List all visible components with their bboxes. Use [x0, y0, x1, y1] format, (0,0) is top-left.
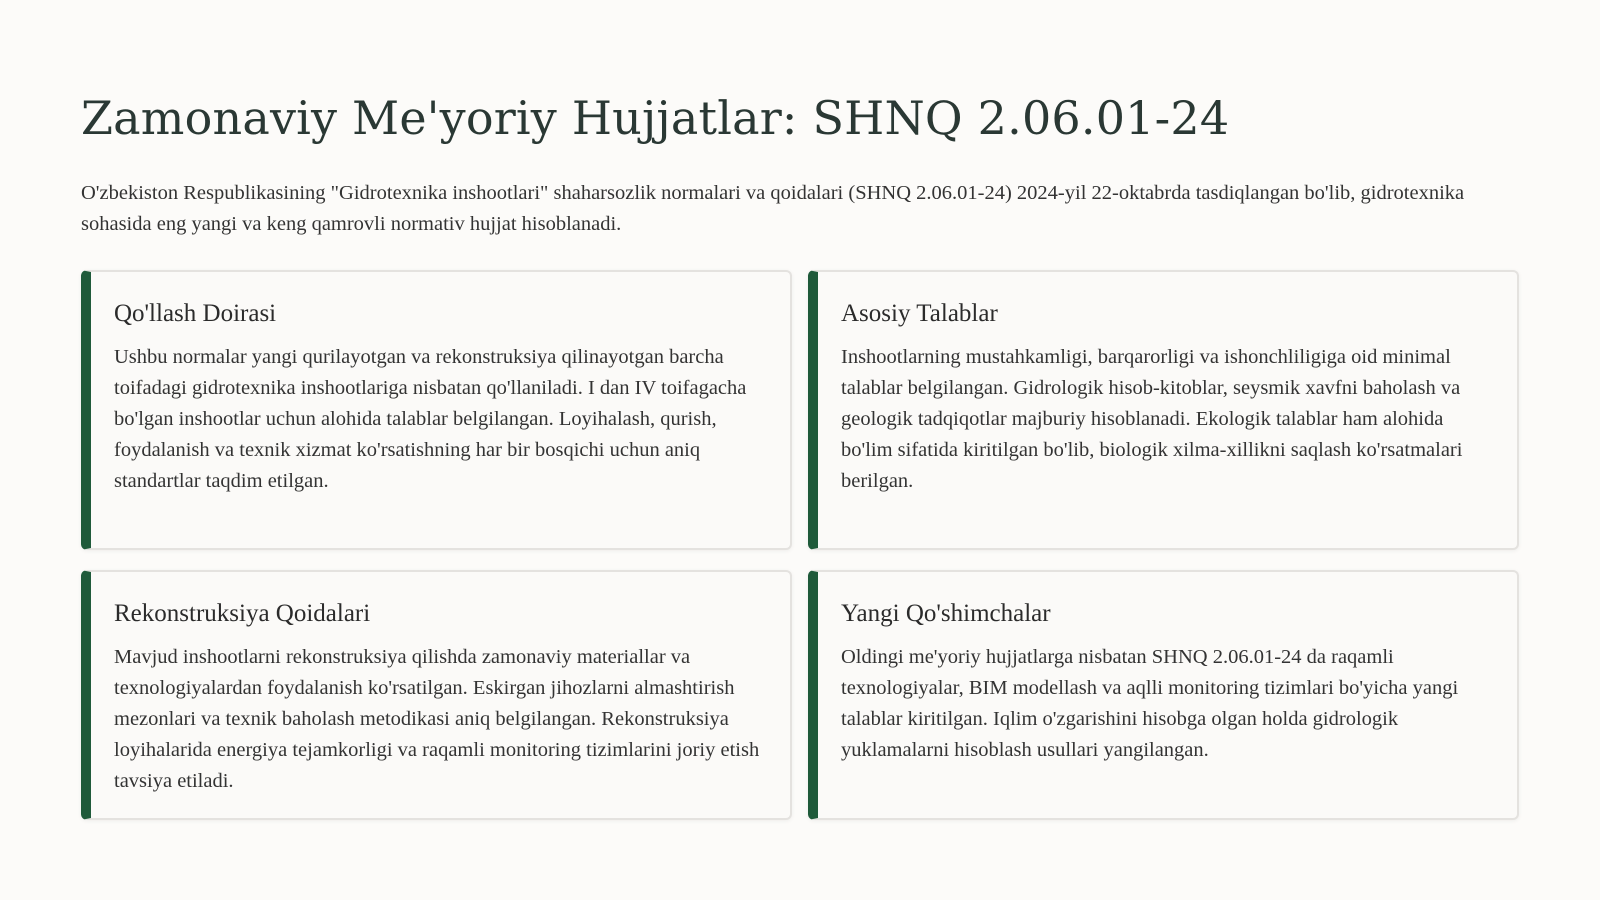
card-main-requirements — [808, 270, 1519, 550]
card-text: Oldingi me'yoriy hujjatlarga nisbatan SHNQ 2.06.01-24 da raqamli texnologiyalar, BIM modellash va aqlli monitoring tizimlari bo'yicha yangi talablar kiritilgan. Iqlim o'zgarishini hisobga olgan holda gidrologik yuklamalarni hisoblash usullari yangilangan. — [841, 646, 1459, 761]
intro-paragraph: O'zbekiston Respublikasining "Gidrotexnika inshootlari" shaharsozlik normalari va qoidalari (SHNQ 2.06.01-24) 2024-yil 22-oktabrda tasdiqlangan bo'lib, gidrotexnika sohasida eng yangi va keng qamrovli normativ hujjat hisoblanadi. — [81, 182, 1465, 235]
card-new-additions — [808, 570, 1519, 820]
card-reconstruction-rules — [81, 570, 792, 820]
card-scope — [81, 270, 792, 550]
cards-grid — [81, 270, 1519, 820]
card-text: Ushbu normalar yangi qurilayotgan va rekonstruksiya qilinayotgan barcha toifadagi gidrotexnika inshootlariga nisbatan qo'llaniladi. I dan IV toifagacha bo'lgan inshootlar uchun alohida talablar belgilangan. Loyihalash, qurish, foydalanish va texnik xizmat ko'rsatishning har bir bosqichi uchun aniq standartlar taqdim etilgan. — [114, 346, 747, 492]
card-title: Yangi Qo'shimchalar — [841, 600, 1051, 627]
card-title: Qo'llash Doirasi — [114, 300, 277, 327]
card-text: Mavjud inshootlarni rekonstruksiya qilishda zamonaviy materiallar va texnologiyalardan foydalanish ko'rsatilgan. Eskirgan jihozlarni almashtirish mezonlari va texnik baholash metodikasi aniq belgilangan. Rekonstruksiya loyihalarida energiya tejamkorligi va raqamli monitoring tizimlarini joriy etish tavsiya etiladi. — [114, 646, 760, 792]
card-text: Inshootlarning mustahkamligi, barqarorligi va ishonchliligiga oid minimal talablar belgilangan. Gidrologik hisob-kitoblar, seysmik xavfni baholash va geologik tadqiqotlar majburiy hisoblanadi. Ekologik talablar ham alohida bo'lim sifatida kiritilgan bo'lib, biologik xilma-xillikni saqlash ko'rsatmalari berilgan. — [841, 346, 1463, 492]
card-title: Rekonstruksiya Qoidalari — [114, 600, 371, 627]
card-title: Asosiy Talablar — [841, 300, 998, 327]
document-page — [81, 88, 1519, 792]
page-title: Zamonaviy Me'yoriy Hujjatlar: SHNQ 2.06.01-24 — [81, 91, 1230, 145]
